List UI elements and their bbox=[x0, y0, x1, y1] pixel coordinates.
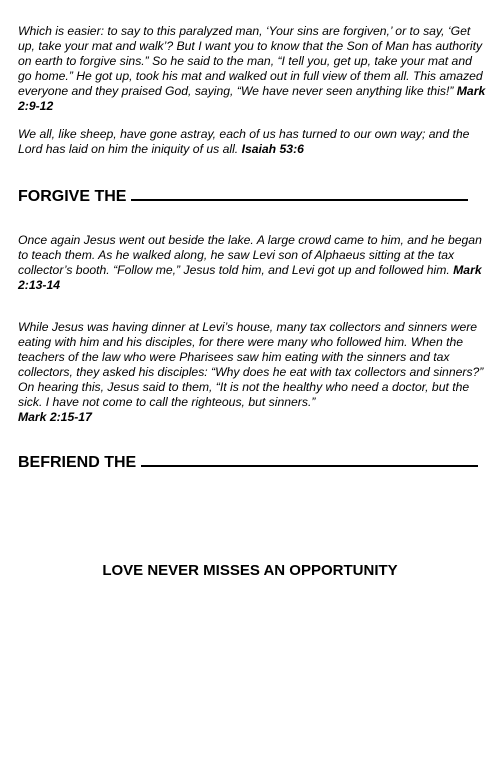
forgive-heading bbox=[18, 185, 468, 206]
closing-statement: LOVE NEVER MISSES AN OPPORTUNITY bbox=[102, 562, 398, 579]
passage-text: While Jesus was having dinner at Levi’s house, many tax collectors and sinners were eating with him and his disciples, for there were many who followed him. When the teachers of the law who were Pharisees saw him eating with the sinners and tax collectors, they asked his disciples: “Why does he eat with tax collectors and sinners?” On hearing this, Jesus said to them, “It is not the healthy who need a doctor, but the sick. I have not come to call the righteous, but sinners.” bbox=[18, 320, 484, 409]
passage-mark-2-9-12 bbox=[18, 24, 486, 114]
befriend-heading bbox=[18, 451, 478, 472]
passage-mark-2-15-17 bbox=[18, 320, 486, 425]
befriend-blank-line bbox=[141, 451, 478, 467]
passage-isaiah-53-6 bbox=[18, 127, 486, 157]
passage-text: Which is easier: to say to this paralyzed man, ‘Your sins are forgiven,’ or to say, ‘Get up, take your mat and walk’? But I want you to know that the Son of Man has authority on earth to forgive sins.” So he said to the man, “I tell you, get up, take your mat and go home.” He got up, took his mat and walked out in full view of them all. This amazed everyone and they praised God, saying, “We have never seen anything like this!” bbox=[18, 24, 483, 98]
passage-reference: Mark 2:9-12 bbox=[18, 84, 486, 113]
forgive-heading-label: FORGIVE THE bbox=[18, 188, 127, 205]
passage-text: Once again Jesus went out beside the lake. A large crowd came to him, and he began to teach them. As he walked along, he saw Levi son of Alphaeus sitting at the tax collector’s booth. “Follow me,” Jesus told him, and Levi got up and followed him. bbox=[18, 233, 482, 277]
forgive-blank-line bbox=[131, 185, 468, 201]
passage-mark-2-13-14 bbox=[18, 233, 486, 293]
passage-reference: Mark 2:13-14 bbox=[18, 263, 482, 292]
passage-text: We all, like sheep, have gone astray, each of us has turned to our own way; and the Lord has laid on him the iniquity of us all. bbox=[18, 127, 470, 156]
befriend-heading-label: BEFRIEND THE bbox=[18, 454, 137, 471]
passage-reference: Isaiah 53:6 bbox=[241, 142, 304, 156]
passage-reference: Mark 2:15-17 bbox=[18, 410, 92, 424]
